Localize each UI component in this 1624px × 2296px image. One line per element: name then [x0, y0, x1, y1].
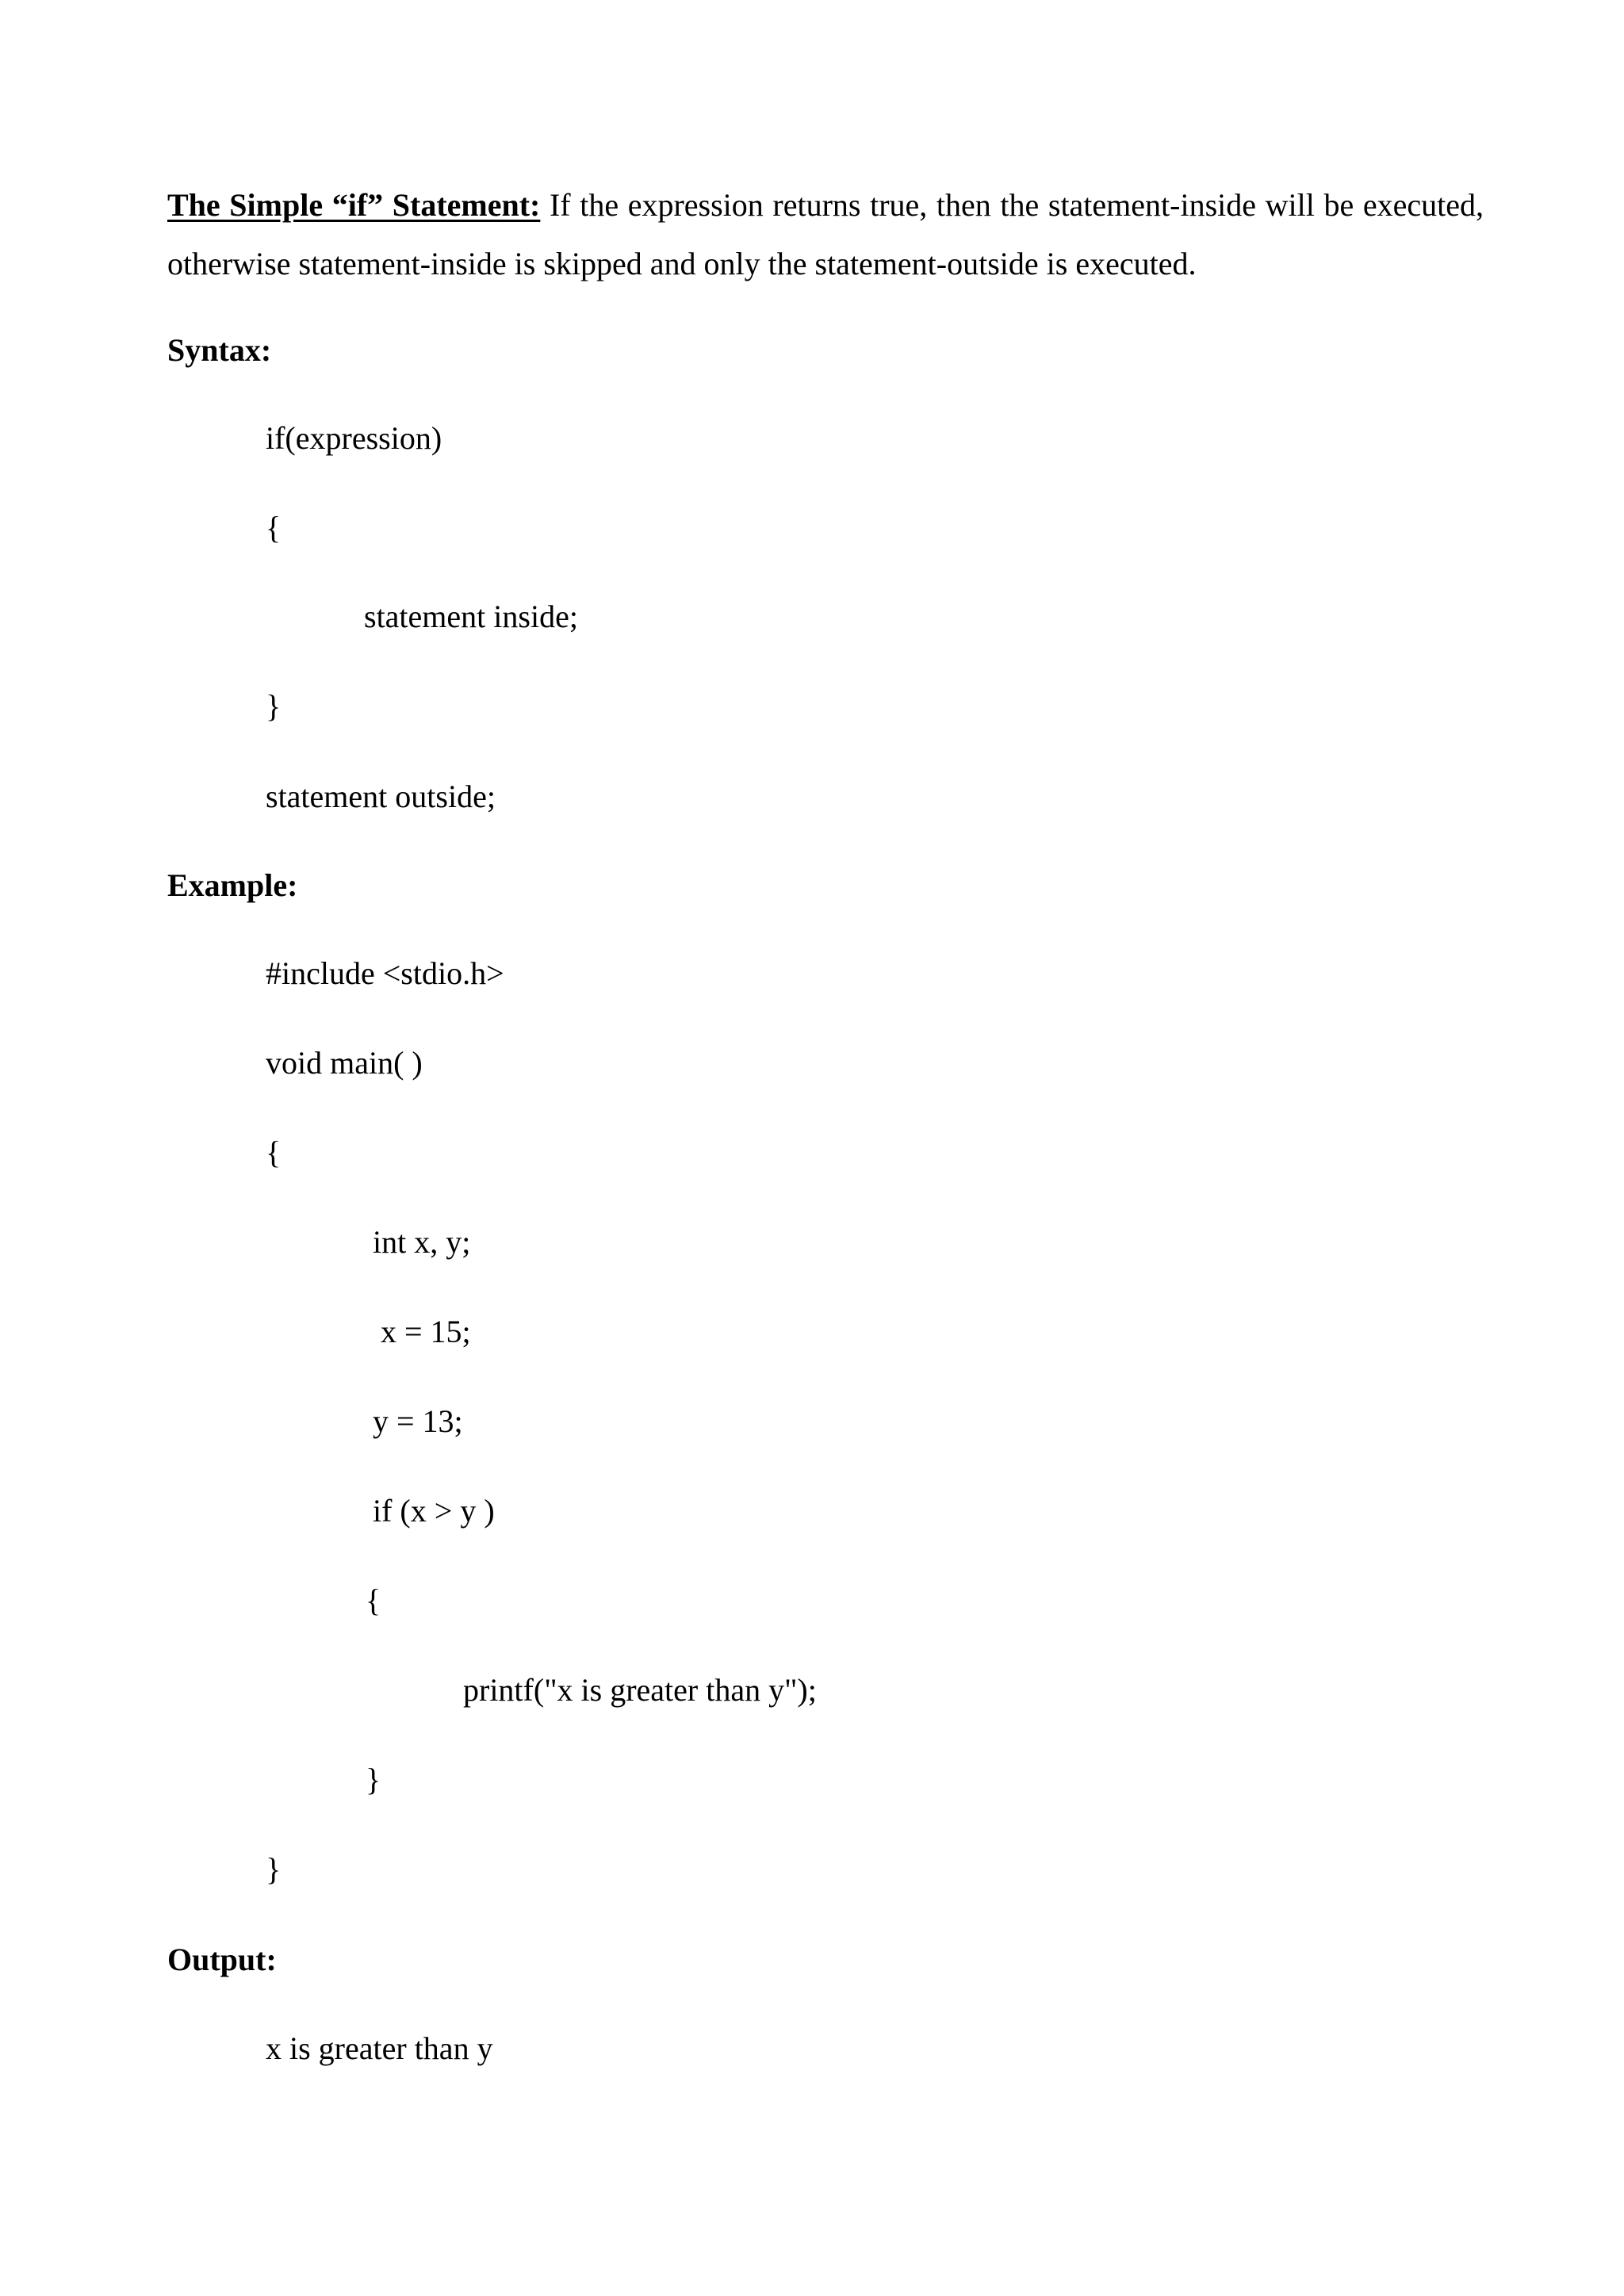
syntax-line-statement-inside: statement inside;: [364, 599, 578, 634]
code-line-assign-y: y = 13;: [373, 1403, 463, 1439]
syntax-line-close-brace: }: [266, 688, 282, 724]
code-line-if-open-brace: {: [366, 1582, 381, 1618]
output-line: x is greater than y: [266, 2030, 493, 2066]
code-line-declaration: int x, y;: [373, 1224, 471, 1260]
syntax-heading: Syntax:: [167, 332, 272, 368]
code-line-main: void main( ): [266, 1045, 423, 1081]
output-heading: Output:: [167, 1942, 277, 1977]
section-title: The Simple “if” Statement:: [167, 187, 541, 223]
syntax-line-open-brace: {: [266, 510, 282, 545]
code-line-printf: printf("x is greater than y");: [463, 1672, 817, 1708]
code-line-if-close-brace: }: [366, 1762, 381, 1797]
intro-text: If the expression returns true, then the statement-inside will be executed, otherwise statement-inside is skipped and only the statement-outside is executed.: [167, 187, 1484, 281]
example-heading: Example:: [167, 867, 298, 903]
code-line-include: #include <stdio.h>: [266, 955, 504, 991]
code-line-assign-x: x = 15;: [381, 1314, 471, 1349]
intro-paragraph: [167, 176, 1484, 293]
syntax-line-condition: if(expression): [266, 420, 442, 456]
code-line-open-brace: {: [266, 1135, 282, 1170]
code-line-if: if (x > y ): [373, 1493, 495, 1529]
code-line-close-brace: }: [266, 1851, 282, 1887]
syntax-line-statement-outside: statement outside;: [266, 779, 496, 814]
